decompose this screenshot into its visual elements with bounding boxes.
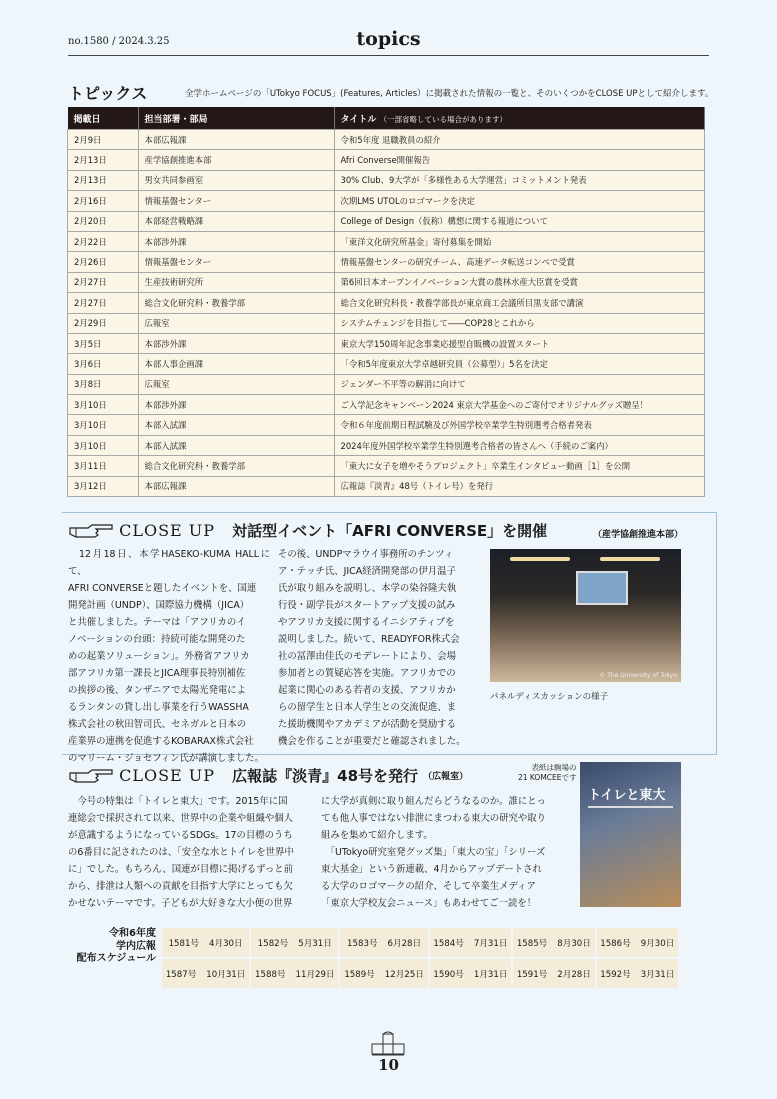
text-line: 12月18日、本学HASEKO-KUMA HALLにて、 <box>68 549 270 577</box>
schedule-cell <box>250 928 339 958</box>
date-cell: 3月5日 <box>68 333 139 353</box>
dept-cell: 本部渉外課 <box>138 395 334 415</box>
page-number: 10 <box>378 1056 399 1074</box>
closeup1-column-2 <box>278 546 481 750</box>
dept-cell: 広報室 <box>138 313 334 333</box>
issue-no: 1586号 <box>600 938 631 949</box>
text-line: 開発計画（UNDP）、国際協力機構（JICA） <box>68 600 250 611</box>
dept-cell: 広報室 <box>138 374 334 394</box>
dept-cell: 情報基盤センター <box>138 252 334 272</box>
table-row <box>68 150 705 170</box>
header-date: 掲載日 <box>68 107 139 130</box>
text-line: から、排泄は人類への貢献を目指す大学にとっても欠 <box>68 881 293 892</box>
date-cell: 3月10日 <box>68 395 139 415</box>
text-line: の挨拶の後、タンザニアで太陽光発電によ <box>68 685 247 696</box>
dept-cell: 総合文化研究科・教養学部 <box>138 293 334 313</box>
table-row <box>68 191 705 211</box>
table-row <box>68 476 705 496</box>
text-line: た援助機関やアカデミアが活動を奨励する <box>278 719 457 730</box>
schedule-label-line: 令和6年度 <box>109 928 156 939</box>
panel-discussion-photo <box>490 549 681 682</box>
date-cell: 3月10日 <box>68 435 139 455</box>
cover-note-line: 表紙は駒場の <box>531 763 577 772</box>
issue-no: 1585号 <box>516 938 548 949</box>
photo-credit: © The University of Tokyo <box>599 672 677 679</box>
closeup2-label: CLOSE UP <box>119 766 216 785</box>
table-header-row <box>68 107 705 130</box>
date-cell: 3月6日 <box>68 354 139 374</box>
header-title-note: （一部省略している場合があります） <box>379 114 507 124</box>
schedule-cell <box>512 958 595 989</box>
text-line: 部アフリカ第一課長とJICA理事長特別補佐 <box>68 668 246 679</box>
schedule-table <box>162 928 680 990</box>
date-cell: 2月27日 <box>68 272 139 292</box>
text-line: 説明しました。続いて、READYFOR株式会 <box>278 634 460 645</box>
schedule-cell <box>596 928 679 958</box>
text-line: ても他人事ではない排泄にまつわる東大の研究や取り <box>321 813 547 824</box>
text-line: 東大基金」という新連載、4月からアップデートされ <box>321 864 542 875</box>
issue-date: 12月25日 <box>384 969 424 980</box>
schedule-row <box>162 928 679 958</box>
photo-caption: パネルディスカッションの様子 <box>490 692 609 702</box>
text-line: ア・テッチ氏、JICA経済開発部の伊月温子 <box>278 566 456 577</box>
title-cell: 2024年度外国学校卒業学生特別選考合格者の皆さんへ（手続のご案内） <box>334 435 705 455</box>
text-line: めの起業ソリューション」。外務省アフリカ <box>68 651 250 662</box>
text-line: 組みを集めて紹介します。 <box>321 830 433 841</box>
title-cell: 次期LMS UTOLのロゴマークを決定 <box>334 191 705 211</box>
dept-cell: 本部入試課 <box>138 415 334 435</box>
text-line: が意識するようになっているSDGs。17の目標のうち <box>68 830 293 841</box>
dept-cell: 産学協創推進本部 <box>138 150 334 170</box>
text-line: 今号の特集は「トイレと東大」です。2015年に国 <box>68 796 288 807</box>
text-line: AFRI CONVERSEと題したイベントを、国連 <box>68 583 257 594</box>
schedule-cell <box>596 958 679 989</box>
schedule-cell <box>339 958 428 989</box>
schedule-label-line: 学内広報 <box>116 940 156 952</box>
issue-no: 1591号 <box>516 969 548 980</box>
text-line: 参加者との質疑応答を実施。アフリカでの <box>278 668 456 679</box>
dept-cell: 本部人事企画課 <box>138 354 334 374</box>
date-cell: 2月27日 <box>68 293 139 313</box>
title-cell: 総合文化研究科長・教養学部長が東京商工会議所目黒支部で講演 <box>334 293 705 313</box>
text-line: に」でした。もちろん、国連が目標に掲げるずっと前 <box>68 864 294 875</box>
table-row <box>68 293 705 313</box>
table-row <box>68 333 705 353</box>
title-cell: Afri Converse開催報告 <box>334 150 705 170</box>
dept-cell: 本部広報課 <box>138 476 334 496</box>
closeup1-column-1 <box>68 546 270 767</box>
title-cell: 「令和5年度東京大学卓越研究員（公募型）」5名を決定 <box>334 354 705 374</box>
table-row <box>68 374 705 394</box>
header-title <box>334 107 705 130</box>
schedule-cell <box>339 928 428 958</box>
topics-table <box>67 107 705 497</box>
issue-date: 4月30日 <box>209 938 243 949</box>
schedule-cell <box>429 958 512 989</box>
table-row <box>68 395 705 415</box>
pointing-hand-icon <box>68 522 114 540</box>
table-row <box>68 170 705 190</box>
dept-cell: 男女共同参画室 <box>138 170 334 190</box>
dept-cell: 本部経営戦略課 <box>138 211 334 231</box>
yasuda-auditorium-icon <box>370 1030 406 1056</box>
cover-title: トイレと東大 <box>588 788 666 803</box>
text-line: 連総会で採択されて以来、世界中の企業や組織や個人 <box>68 813 294 824</box>
date-cell: 3月12日 <box>68 476 139 496</box>
cover-note <box>518 763 577 783</box>
date-cell: 2月26日 <box>68 252 139 272</box>
title-cell: College of Design（仮称）構想に関する報道について <box>334 211 705 231</box>
dept-cell: 生産技術研究所 <box>138 272 334 292</box>
closeup1-heading <box>68 520 547 541</box>
title-cell: システムチェンジを目指して――COP28とこれから <box>334 313 705 333</box>
cover-note-line: 21 KOMCEEです <box>518 773 577 782</box>
ceiling-light <box>600 557 660 561</box>
schedule-cell <box>162 928 250 958</box>
header-divider <box>68 55 709 56</box>
issue-date: 8月30日 <box>557 938 591 949</box>
closeup1-label: CLOSE UP <box>119 521 216 540</box>
closeup2-heading <box>68 765 468 786</box>
issue-no: 1588号 <box>255 969 286 980</box>
table-row <box>68 313 705 333</box>
section-description: 全学ホームページの「UTokyo FOCUS」(Features, Articles）に掲載された情報の一覧と、そのいくつかをCLOSE UPとして紹介します。 <box>185 89 714 99</box>
date-cell: 3月11日 <box>68 456 139 476</box>
schedule-label-line: 配布スケジュール <box>76 953 156 964</box>
text-line: の6番目に記されたのは、「安全な水とトイレを世界中 <box>68 847 294 858</box>
issue-date: 2月28日 <box>557 969 591 980</box>
closeup2-dept: （広報室） <box>423 772 469 782</box>
closeup1-dept: （産学協創推進本部） <box>593 530 684 540</box>
issue-no: 1589号 <box>344 969 375 980</box>
date-cell: 2月16日 <box>68 191 139 211</box>
issue-date: 9月30日 <box>640 938 675 949</box>
title-cell: 令和６年度前期日程試験及び外国学校卒業学生特別選考合格者発表 <box>334 415 705 435</box>
closeup2-column-2 <box>321 793 561 912</box>
magazine-cover-image <box>580 762 681 907</box>
title-cell: 「東大に女子を増やそうプロジェクト」卒業生インタビュー動画［1］を公開 <box>334 456 705 476</box>
text-line: 氏が取り組みを説明し、本学の染谷隆夫執 <box>278 583 457 594</box>
issue-date: 3月31日 <box>640 969 675 980</box>
text-line: 社の冨澤由佳氏のモデレートにより、会場 <box>278 651 456 662</box>
title-cell: ご入学記念キャンペーン2024 東京大学基金へのご寄付でオリジナルグッズ贈呈！ <box>334 395 705 415</box>
text-line: のマリーム・ジョセフィン氏が講演しました。 <box>68 753 264 764</box>
text-line: 行役・副学長がスタートアップ支援の試み <box>278 600 456 611</box>
text-line: 「UTokyo研究室発グッズ集」「東大の宝」「シリーズ <box>321 847 546 858</box>
table-row <box>68 231 705 251</box>
issue-no: 1590号 <box>433 969 464 980</box>
title-cell: 「東洋文化研究所基金」寄付募集を開始 <box>334 231 705 251</box>
text-line: ノベーションの台頭：持続可能な開発のた <box>68 634 246 645</box>
issue-no: 1592号 <box>600 969 631 980</box>
text-line: 株式会社の秋田智司氏、セネガルと日本の <box>68 719 247 730</box>
issue-date: 10月31日 <box>206 969 246 980</box>
header-title-label: タイトル <box>340 114 377 125</box>
dept-cell: 情報基盤センター <box>138 191 334 211</box>
section-title: トピックス <box>68 84 148 103</box>
dept-cell: 本部広報課 <box>138 130 334 150</box>
text-line: に大学が真剣に取り組んだらどうなるのか。誰にとっ <box>321 796 546 807</box>
issue-date: 7月31日 <box>473 938 508 949</box>
dept-cell: 総合文化研究科・教養学部 <box>138 456 334 476</box>
title-cell: 情報基盤センターの研究チーム、高速データ転送コンペで受賞 <box>334 252 705 272</box>
title-cell: 30% Club、9大学が「多様性ある大学運営」コミットメント発表 <box>334 170 705 190</box>
date-cell: 2月29日 <box>68 313 139 333</box>
dept-cell: 本部入試課 <box>138 435 334 455</box>
projection-screen <box>576 571 628 605</box>
text-line: 機会を作ることが重要だと確認されました。 <box>278 736 466 747</box>
table-row <box>68 415 705 435</box>
closeup1-title: 対話型イベント「AFRI CONVERSE」を開催 <box>232 522 548 540</box>
issue-no: 1584号 <box>433 938 464 949</box>
schedule-cell <box>162 958 250 989</box>
date-cell: 2月22日 <box>68 231 139 251</box>
text-line: その後、UNDPマラウイ事務所のチンツィ <box>278 549 454 560</box>
title-cell: 第6回日本オープンイノベーション大賞の農林水産大臣賞を受賞 <box>334 272 705 292</box>
title-cell: 広報誌『淡青』48号（トイレ号）を発行 <box>334 476 705 496</box>
date-cell: 2月20日 <box>68 211 139 231</box>
text-line: るランタンの貸し出し事業を行うWASSHA <box>68 702 249 713</box>
schedule-label <box>68 928 156 966</box>
dept-cell: 本部渉外課 <box>138 231 334 251</box>
text-line: 産業界の連携を促進するKOBARAX株式会社 <box>68 736 254 747</box>
text-line: 「東京大学校友会ニュース」もあわせてご一読を！ <box>321 898 537 909</box>
closeup2-column-1 <box>68 793 303 912</box>
issue-date: 1月31日 <box>473 969 508 980</box>
issue-date: 6月28日 <box>387 938 422 949</box>
table-row <box>68 456 705 476</box>
title-cell: 東京大学150周年記念事業応援型自販機の設置スタート <box>334 333 705 353</box>
text-line: らの留学生と日本人学生との交流促進、ま <box>278 702 457 713</box>
date-cell: 3月8日 <box>68 374 139 394</box>
issue-date: 5月31日 <box>298 938 332 949</box>
pointing-hand-icon <box>68 767 114 785</box>
schedule-row <box>162 958 679 989</box>
date-cell: 2月13日 <box>68 150 139 170</box>
issue-number: no.1580 / 2024.3.25 <box>68 36 170 47</box>
issue-no: 1587号 <box>165 969 197 980</box>
issue-date: 11月29日 <box>295 969 335 980</box>
schedule-cell <box>512 928 595 958</box>
date-cell: 3月10日 <box>68 415 139 435</box>
header-dept: 担当部署・部局 <box>138 107 334 130</box>
date-cell: 2月9日 <box>68 130 139 150</box>
page-header-title: topics <box>356 28 421 50</box>
issue-no: 1582号 <box>257 938 289 949</box>
table-row <box>68 252 705 272</box>
table-row <box>68 211 705 231</box>
title-cell: ジェンダー不平等の解消に向けて <box>334 374 705 394</box>
ceiling-light <box>510 557 570 561</box>
cover-decoration <box>588 806 673 808</box>
text-line: かせないテーマです。子どもが大好きな大小便の世界 <box>68 898 293 909</box>
text-line: と共催しました。テーマは「アフリカのイ <box>68 617 246 628</box>
issue-no: 1581号 <box>168 938 200 949</box>
table-row <box>68 130 705 150</box>
dept-cell: 本部渉外課 <box>138 333 334 353</box>
table-row <box>68 435 705 455</box>
closeup2-title: 広報誌『淡青』48号を発行 <box>232 767 419 785</box>
text-line: 起業に関心のある若者の支援、アフリカか <box>278 685 456 696</box>
issue-no: 1583号 <box>347 938 378 949</box>
text-line: る大学のロゴマークの紹介、そして卒業生メディア <box>321 881 536 892</box>
date-cell: 2月13日 <box>68 170 139 190</box>
schedule-cell <box>429 928 512 958</box>
text-line: やアフリカ支援に関するイニシアティブを <box>278 617 455 628</box>
table-row <box>68 272 705 292</box>
table-row <box>68 354 705 374</box>
title-cell: 令和5年度 退職教員の紹介 <box>334 130 705 150</box>
schedule-cell <box>250 958 339 989</box>
